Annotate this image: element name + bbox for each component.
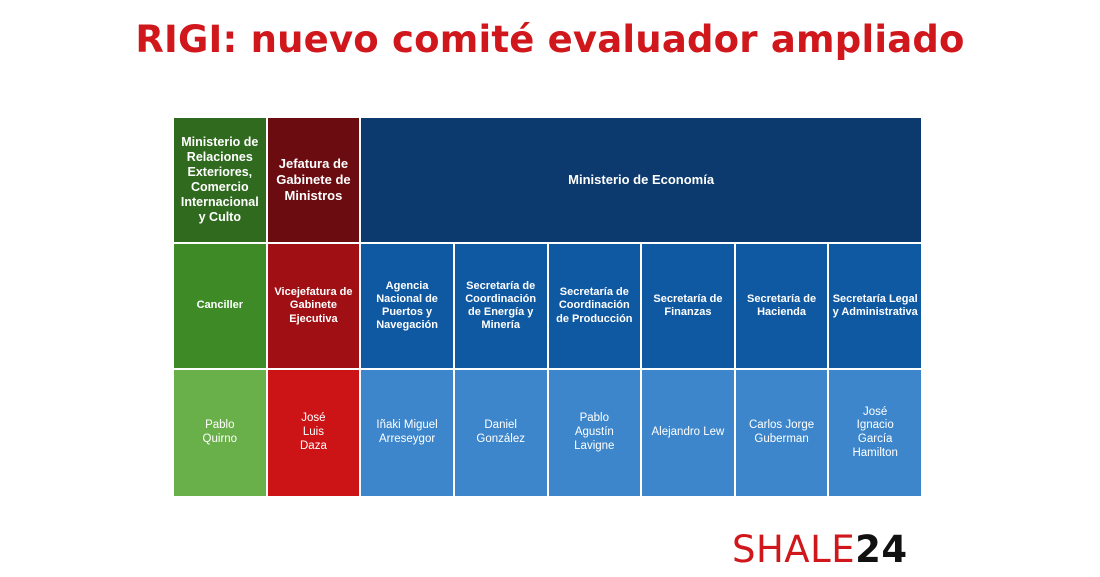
ministry-foreign-affairs bbox=[174, 118, 266, 242]
committee-table bbox=[174, 118, 921, 496]
office-label: Secretaría de Hacienda bbox=[747, 292, 817, 318]
ministry-label: Jefatura de Gabinete de Ministros bbox=[276, 156, 351, 203]
office-label: Agencia Nacional de Puertos y Navegación bbox=[376, 279, 438, 332]
office-label: Secretaría de Finanzas bbox=[653, 292, 723, 318]
logo-text-shale: SHALE bbox=[732, 528, 856, 571]
shale24-logo bbox=[732, 528, 908, 571]
official-cell bbox=[642, 370, 734, 496]
official-name: Carlos Jorge Guberman bbox=[748, 419, 815, 446]
ministry-cabinet-chief bbox=[268, 118, 360, 242]
logo-text-24: 24 bbox=[855, 528, 908, 571]
office-label: Vicejefatura de Gabinete Ejecutiva bbox=[274, 286, 353, 325]
office-label: Secretaría de Coordinación de Producción bbox=[556, 286, 633, 325]
official-name: José Luis Daza bbox=[300, 412, 327, 453]
office-legal-administrativa bbox=[829, 244, 921, 369]
office-produccion bbox=[549, 244, 641, 369]
official-cell bbox=[174, 370, 266, 496]
official-name: Daniel González bbox=[476, 419, 525, 446]
official-name: José Ignacio García Hamilton bbox=[852, 405, 898, 459]
ministry-economy bbox=[361, 118, 921, 242]
official-cell bbox=[829, 370, 921, 496]
official-cell bbox=[455, 370, 547, 496]
office-hacienda bbox=[736, 244, 828, 369]
office-label: Secretaría de Coordinación de Energía y Minería bbox=[465, 279, 537, 332]
office-finanzas bbox=[642, 244, 734, 369]
official-name: Alejandro Lew bbox=[651, 426, 725, 439]
official-cell bbox=[268, 370, 360, 496]
office-canciller bbox=[174, 244, 266, 369]
official-name: Pablo Agustín Lavigne bbox=[574, 412, 615, 453]
office-label: Secretaría Legal y Administrativa bbox=[832, 292, 918, 318]
page-title: RIGI: nuevo comité evaluador ampliado bbox=[135, 18, 965, 61]
official-name: Iñaki Miguel Arreseygor bbox=[376, 419, 438, 446]
official-cell bbox=[736, 370, 828, 496]
ministry-label: Ministerio de Relaciones Exteriores, Comercio Internacional y Culto bbox=[180, 134, 259, 224]
official-name: Pablo Quirno bbox=[202, 419, 238, 446]
official-cell bbox=[361, 370, 453, 496]
office-vicejefatura bbox=[268, 244, 360, 369]
ministry-label: Ministerio de Economía bbox=[568, 172, 715, 188]
office-label: Canciller bbox=[196, 299, 244, 312]
office-puertos bbox=[361, 244, 453, 369]
office-energia-mineria bbox=[455, 244, 547, 369]
official-cell bbox=[549, 370, 641, 496]
